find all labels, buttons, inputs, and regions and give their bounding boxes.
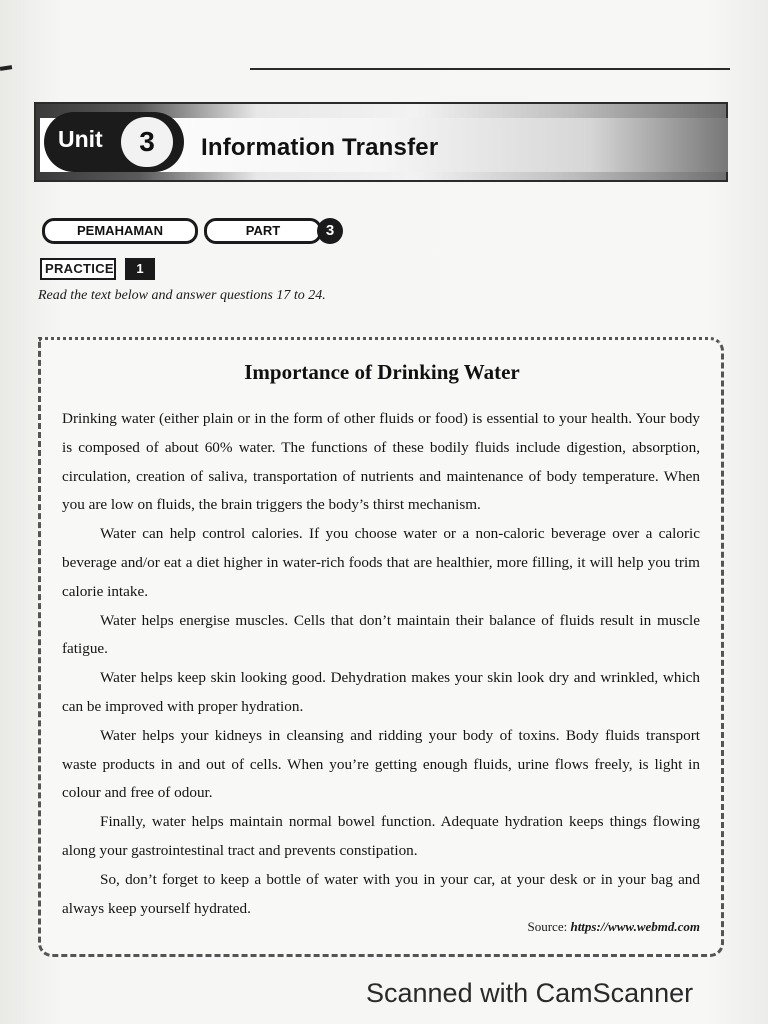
unit-label: Unit <box>58 126 103 152</box>
scanner-watermark: Scanned with CamScanner <box>366 978 694 1008</box>
section-tag: PEMAHAMAN <box>42 218 198 244</box>
paragraph: So, don’t forget to keep a bottle of water with you in your car, at your desk or in your bag and always keep yourself hydrated. <box>62 870 700 917</box>
paragraph: Water helps your kidneys in cleansing and ridding your body of toxins. Body fluids transport waste products in and out of cells. When you’re getting enough fluids, urine flows freely, is light in colour and free of odour. <box>62 726 700 802</box>
part-number-badge: 3 <box>317 218 343 244</box>
part-tag: PART <box>204 218 322 244</box>
practice-tag: PRACTICE <box>40 258 116 280</box>
source-url: https://www.webmd.com <box>570 919 700 934</box>
paragraph: Finally, water helps maintain normal bowel function. Adequate hydration keeps things flowing along your gastrointestinal tract and prevents constipation. <box>62 813 700 859</box>
paragraph: Water can help control calories. If you choose water or a non-caloric beverage over a caloric beverage and/or eat a diet higher in water-rich foods that are healthier, more filling, it will help you trim calorie intake. <box>62 525 700 600</box>
paragraph: Drinking water (either plain or in the form of other fluids or food) is essential to your health. Your body is composed of about 60% water. The functions of these bodily fluids include digestion, absorption, circulation, creation of saliva, transportation of nutrients and maintenance of body temperature. When you are low on fluids, the brain triggers the body’s thirst mechanism. <box>62 410 700 514</box>
practice-number-badge: 1 <box>125 258 155 280</box>
paragraph: Water helps energise muscles. Cells that don’t maintain their balance of fluids result in muscle fatigue. <box>62 611 700 658</box>
unit-title: Information Transfer <box>201 134 439 161</box>
source-citation <box>528 919 701 935</box>
passage-body <box>62 405 700 923</box>
paragraph: Water helps keep skin looking good. Dehydration makes your skin look dry and wrinkled, which can be improved with proper hydration. <box>62 669 700 715</box>
source-label: Source: <box>527 919 568 934</box>
top-rule <box>250 68 730 70</box>
unit-number: 3 <box>121 117 173 167</box>
instruction-text: Read the text below and answer questions 17 to 24. <box>38 288 326 303</box>
passage-title: Importance of Drinking Water <box>244 360 520 384</box>
